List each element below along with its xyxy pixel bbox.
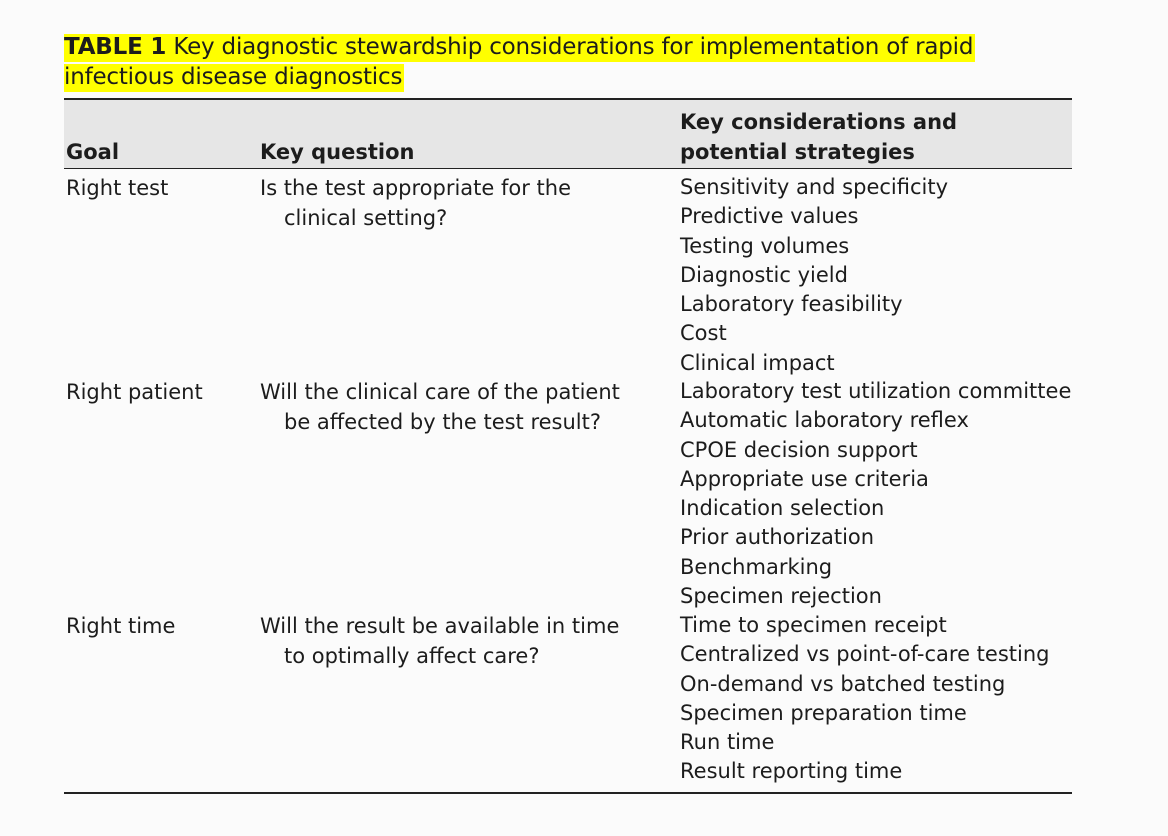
strategies-list-right-test xyxy=(680,173,948,378)
column-header-key-considerations: Key considerations and potential strategies xyxy=(680,110,958,164)
strategy-item: Time to specimen receipt xyxy=(680,613,947,637)
question-line: Will the result be available in time xyxy=(260,614,620,638)
strategy-item: Clinical impact xyxy=(680,350,835,375)
strategy-item: Prior authorization xyxy=(680,525,875,550)
strategies-list-right-patient xyxy=(680,377,1071,611)
strategy-item: Indication selection xyxy=(680,496,885,521)
row-goal-right-time: Right time xyxy=(66,614,176,638)
row-goal-right-patient: Right patient xyxy=(66,380,203,404)
question-line: to optimally affect care? xyxy=(284,644,540,668)
strategy-item: Laboratory feasibility xyxy=(680,292,903,317)
strategy-item: Diagnostic yield xyxy=(680,262,848,287)
strategy-item: Appropriate use criteria xyxy=(680,466,929,491)
question-line: clinical setting? xyxy=(284,206,448,230)
strategy-item: Benchmarking xyxy=(680,554,833,579)
strategies-list-right-time xyxy=(680,611,1049,787)
strategy-item: Run time xyxy=(680,730,775,755)
strategy-item: Laboratory test utilization committee xyxy=(680,379,1072,403)
row-question-right-test xyxy=(260,173,660,233)
strategy-item: Centralized vs point-of-care testing xyxy=(680,642,1050,667)
strategy-item: CPOE decision support xyxy=(680,437,918,462)
question-line: Is the test appropriate for the xyxy=(260,176,572,200)
strategy-item: Result reporting time xyxy=(680,759,903,784)
strategy-item: Specimen rejection xyxy=(680,584,882,609)
column-header-goal: Goal xyxy=(66,140,120,164)
table-caption xyxy=(64,32,1074,92)
strategy-item: Sensitivity and specificity xyxy=(680,175,949,199)
strategy-item: Automatic laboratory reflex xyxy=(680,408,969,433)
row-question-right-patient xyxy=(260,377,660,437)
table-bottom-rule xyxy=(64,792,1072,794)
strategy-item: Cost xyxy=(680,321,727,346)
strategy-item: Testing volumes xyxy=(680,233,850,258)
strategy-item: Specimen preparation time xyxy=(680,700,967,725)
table-title: Key diagnostic stewardship considerations for implementation of rapid infectious disease diagnostics xyxy=(64,34,974,90)
strategy-item: On-demand vs batched testing xyxy=(680,671,1006,696)
question-line: be affected by the test result? xyxy=(284,410,602,434)
table-header-rule xyxy=(64,168,1072,169)
row-goal-right-test: Right test xyxy=(66,176,169,200)
table-label: TABLE 1 xyxy=(64,34,167,60)
row-question-right-time xyxy=(260,611,660,671)
column-header-key-question: Key question xyxy=(260,140,415,164)
question-line: Will the clinical care of the patient xyxy=(260,380,620,404)
strategy-item: Predictive values xyxy=(680,204,859,229)
